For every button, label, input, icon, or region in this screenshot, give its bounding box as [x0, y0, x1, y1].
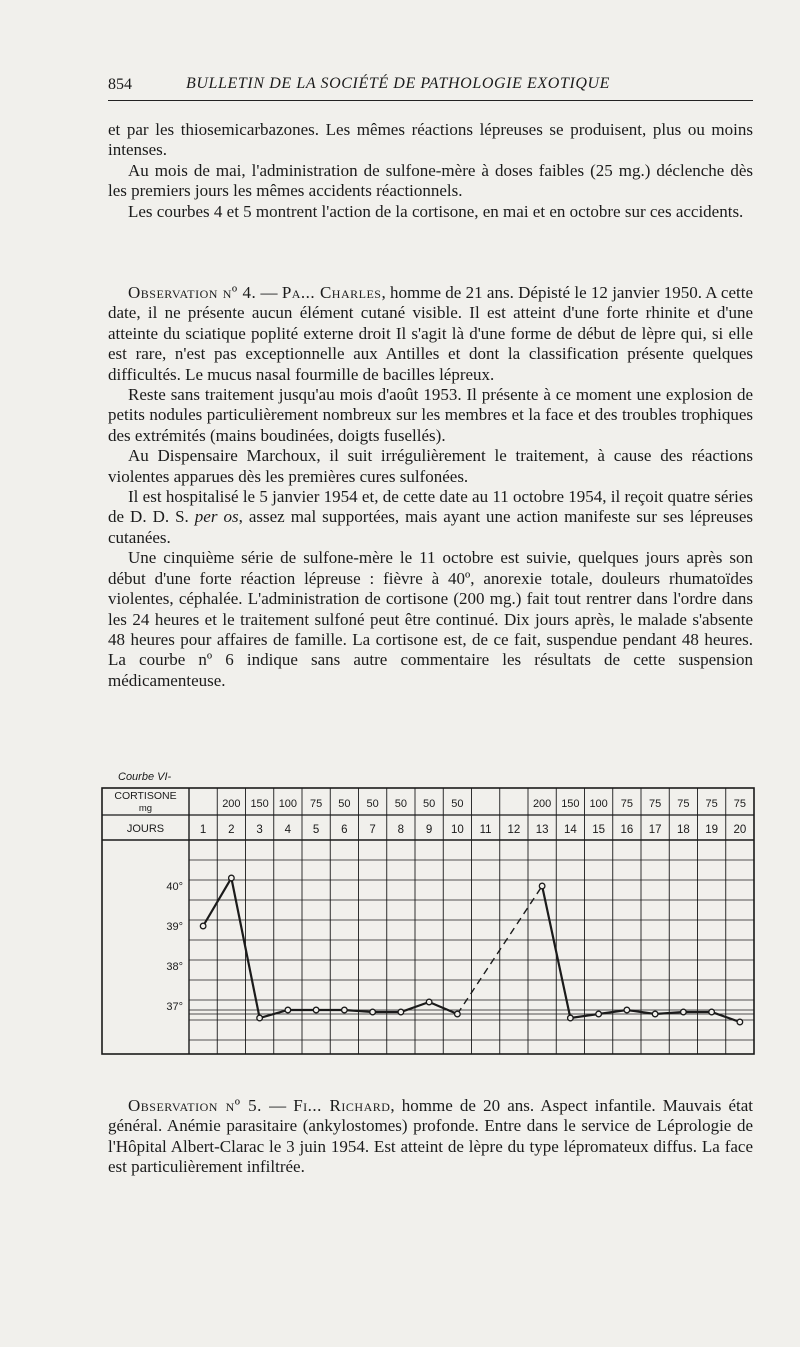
cortisone-value: 200 — [532, 798, 552, 810]
data-point — [257, 1015, 263, 1021]
data-point — [426, 999, 432, 1005]
paragraph: et par les thiosemicarbazones. Les mêmes réactions lépreuses se produisent, plus ou moins intenses. — [108, 120, 753, 160]
cortisone-value: 100 — [589, 798, 608, 810]
data-point — [652, 1011, 658, 1017]
data-point — [313, 1007, 319, 1013]
data-point — [737, 1019, 743, 1025]
data-point — [342, 1007, 348, 1013]
day-label: 10 — [450, 824, 464, 836]
paragraph: Reste sans traitement jusqu'au mois d'août 1953. Il présente à ce moment une explosion de petits nodules particulièrement nombreux sur les membres et la face et des troubles trophiques des extrémités (mains boudinées, doigts fusellés). — [108, 385, 753, 445]
dash: — — [261, 1096, 294, 1115]
day-label: 1 — [199, 824, 207, 836]
y-tick-label: 39° — [166, 921, 183, 933]
journal-title: BULLETIN DE LA SOCIÉTÉ DE PATHOLOGIE EXOTIQUE — [186, 75, 611, 92]
day-label: 7 — [369, 824, 376, 836]
cortisone-label: CORTISONE — [114, 790, 177, 802]
observation-4 — [108, 283, 753, 691]
paragraph — [108, 1096, 753, 1178]
cortisone-value: 75 — [310, 798, 323, 810]
cortisone-value: 75 — [705, 798, 718, 810]
data-point — [229, 875, 235, 881]
cortisone-value: 150 — [561, 798, 580, 810]
paragraph: Au mois de mai, l'administration de sulfone-mère à doses faibles (25 mg.) déclenche dès les premiers jours les mêmes accidents réactionnels. — [108, 160, 753, 201]
day-label: 17 — [648, 824, 662, 836]
observation-intro: , homme de 21 ans. Dépisté le 12 janvier 1950. A cette date, il ne présente aucun élément cutané visible. Il est atteint d'une forte rhinite et d'une atteinte du sciatique poplité externe droit Il s'agit là d'une forme de début de lèpre qui, si elle est rare, n'est pas exceptionnelle aux Antilles et dont la classification présente quelques difficultés. Le mucus nasal fourmille de bacilles lépreux. — [108, 283, 754, 384]
cortisone-value: 50 — [451, 798, 464, 810]
y-tick-label: 38° — [166, 961, 183, 973]
jours-label: JOURS — [126, 823, 165, 835]
cortisone-value: 50 — [423, 798, 436, 810]
data-point — [285, 1007, 291, 1013]
cortisone-value: 150 — [250, 798, 269, 810]
day-label: 13 — [535, 824, 549, 836]
paragraph — [108, 283, 753, 385]
page-header — [108, 74, 753, 101]
day-label: 16 — [620, 824, 634, 836]
day-label: 6 — [341, 824, 348, 836]
data-point — [370, 1009, 376, 1015]
cortisone-value: 50 — [366, 798, 379, 810]
day-label: 5 — [312, 824, 320, 836]
patient-name: Fi... Richard — [293, 1096, 391, 1115]
day-label: 11 — [479, 824, 492, 836]
day-label: 4 — [284, 824, 292, 836]
patient-name: Pa... Charles — [281, 283, 382, 302]
data-point — [568, 1015, 574, 1021]
data-point — [596, 1011, 602, 1017]
paragraph: Les courbes 4 et 5 montrent l'action de la cortisone, en mai et en octobre sur ces accidents. — [128, 201, 744, 221]
cortisone-value: 75 — [649, 798, 662, 810]
chart-title: Courbe VI- — [118, 771, 172, 783]
dash: — — [256, 283, 282, 302]
cortisone-value: 50 — [338, 798, 351, 810]
cortisone-value: 200 — [222, 798, 241, 810]
day-label: 2 — [228, 824, 235, 836]
paragraph: Au Dispensaire Marchoux, il suit irrégulièrement le traitement, à cause des réactions violentes apparues dès les premières cures sulfonées. — [108, 446, 753, 486]
paragraph — [108, 487, 753, 548]
cortisone-value: 75 — [677, 798, 690, 810]
text-run: , assez mal supportées, mais ayant une action manifeste sur ses lépreuses cutanées. — [108, 507, 753, 547]
day-label: 18 — [676, 824, 690, 836]
page-number: 854 — [108, 76, 132, 93]
italic-text: per os — [194, 507, 239, 527]
data-point — [624, 1007, 630, 1013]
day-label: 19 — [705, 824, 719, 836]
data-point — [398, 1009, 404, 1015]
cortisone-value: 100 — [278, 798, 298, 810]
intro-text — [108, 120, 753, 222]
cortisone-value: 50 — [394, 798, 407, 810]
cortisone-value: 75 — [733, 798, 746, 810]
day-label: 14 — [563, 824, 577, 836]
cortisone-value: 75 — [620, 798, 633, 810]
day-label: 15 — [592, 824, 606, 836]
observation-text: , homme de 20 ans. Aspect infantile. Mauvais état général. Anémie parasitaire (ankylostomes) profonde. Entre dans le service de Léprologie de l'Hôpital Albert-Clarac le 3 juin 1954. Est atteint de lèpre du type lépromateux diffus. La face est particulièrement infiltrée. — [108, 1096, 753, 1177]
paragraph: Une cinquième série de sulfone-mère le 11 octobre est suivie, quelques jours après son début d'une forte réaction lépreuse : fièvre à 40º, anorexie totale, douleurs rhumatoïdes violentes, céphalée. L'administration de cortisone (200 mg.) fait tout rentrer dans l'ordre dans les 24 heures et le traitement sulfoné peut être continué. Dix jours après, le malade s'absente 48 heures pour affaires de famille. La cortisone est, de ce fait, suspendue pendant 48 heures. La courbe nº 6 indique sans autre commentaire les résultats de cette suspension médicamenteuse. — [108, 548, 753, 690]
data-point — [709, 1009, 715, 1015]
data-point — [200, 923, 206, 929]
day-label: 20 — [733, 824, 747, 836]
data-point — [455, 1011, 461, 1017]
observation-5 — [108, 1096, 753, 1178]
text-run: Il est hospitalisé le 5 janvier 1954 et, de cette date au 11 octobre 1954, il reçoit quatre séries de D. D. S. — [108, 487, 753, 527]
cortisone-unit-label: mg — [138, 803, 153, 814]
temperature-chart — [100, 766, 760, 1066]
y-tick-label: 40° — [166, 881, 183, 893]
observation-heading: Observation nº 4. — [128, 283, 257, 302]
chart-labels — [114, 771, 746, 1013]
day-label: 9 — [425, 824, 433, 836]
data-point — [539, 883, 545, 889]
data-point — [681, 1009, 687, 1015]
day-label: 8 — [397, 824, 405, 836]
day-label: 12 — [507, 824, 521, 836]
observation-heading: Observation nº 5. — [128, 1096, 262, 1115]
day-label: 3 — [256, 824, 263, 836]
y-tick-label: 37° — [166, 1001, 183, 1013]
